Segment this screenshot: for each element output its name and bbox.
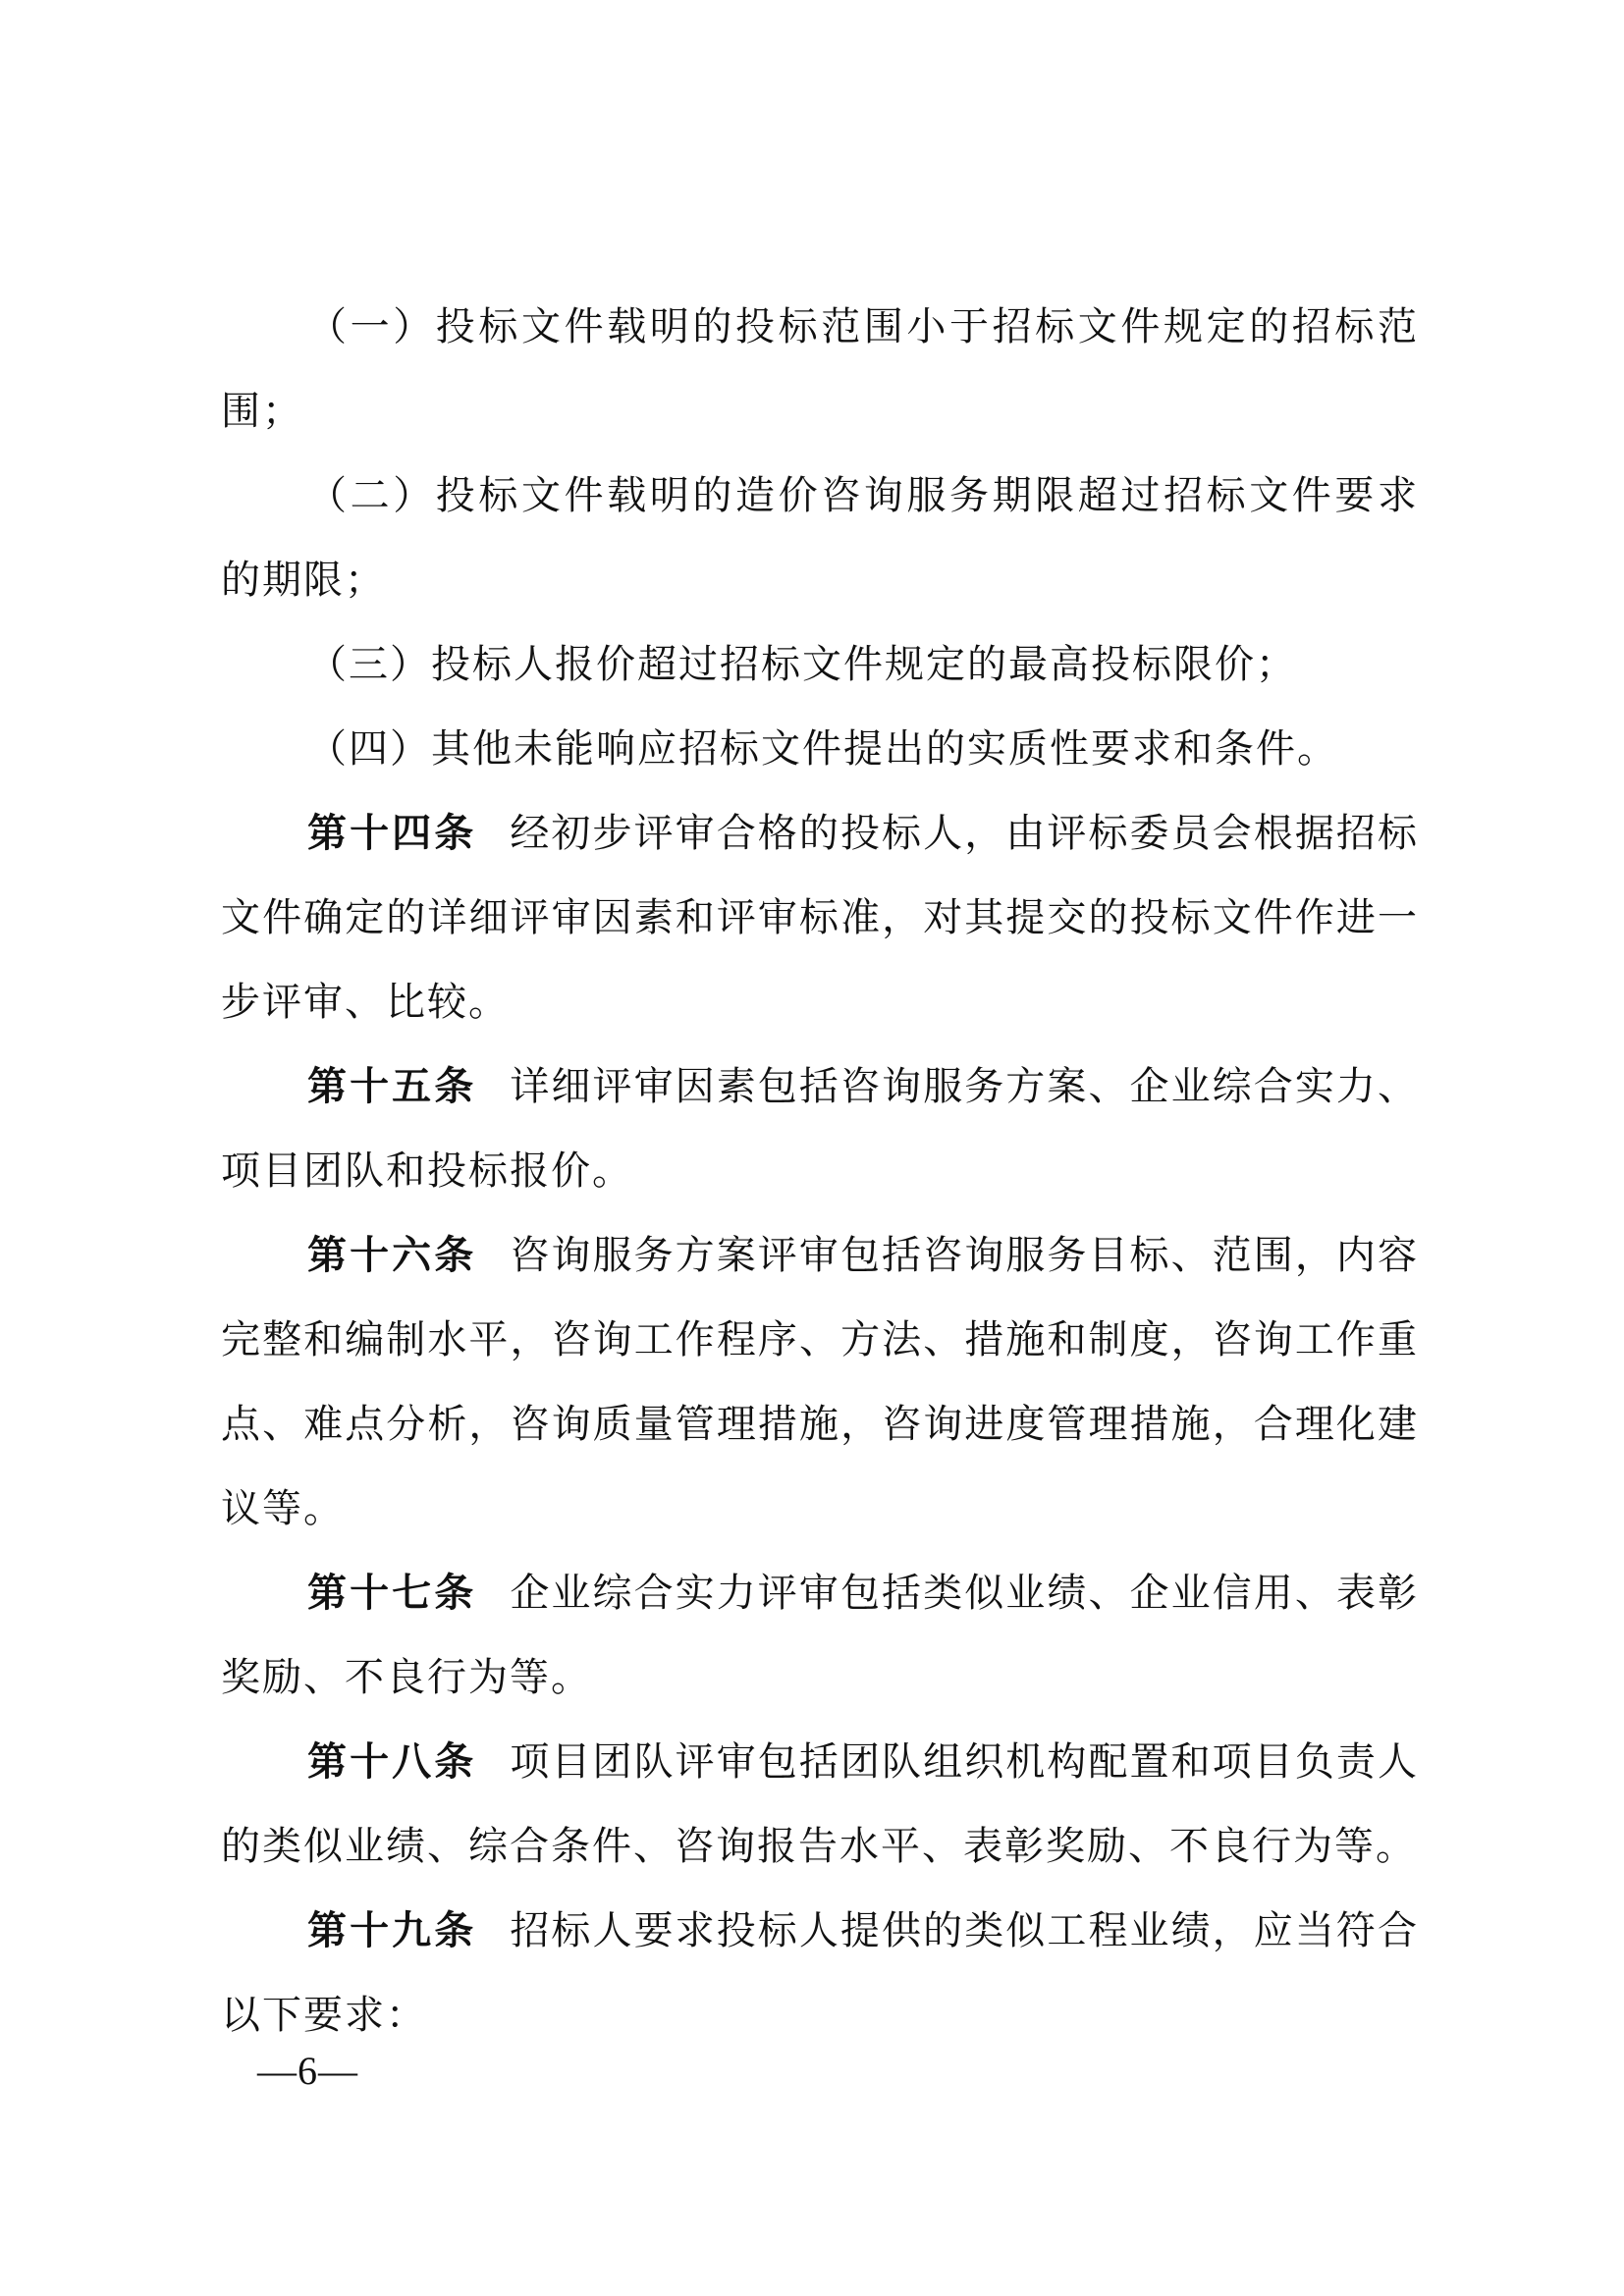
- article-number: 第十六条: [307, 1232, 477, 1278]
- article-text: 咨询服务方案评审包括咨询服务目标、范围，内容完整和编制水平，咨询工作程序、方法、措施和制度，咨询工作重点、难点分析，咨询质量管理措施，咨询进度管理措施，合理化建议等。: [221, 1233, 1420, 1531]
- article-17: [221, 1551, 1419, 1720]
- article-18: [221, 1720, 1419, 1889]
- article-19: [221, 1889, 1419, 2057]
- article-number: 第十四条: [307, 810, 477, 856]
- article-text: 招标人要求投标人提供的类似工程业绩，应当符合以下要求：: [221, 1908, 1420, 2038]
- article-number: 第十七条: [307, 1570, 477, 1616]
- list-item-2: （二）投标文件载明的造价咨询服务期限超过招标文件要求的期限；: [221, 473, 1419, 603]
- article-15: [221, 1044, 1419, 1213]
- article-text: 项目团队评审包括团队组织机构配置和项目负责人的类似业绩、综合条件、咨询报告水平、表彰奖励、不良行为等。: [221, 1739, 1420, 1869]
- article-number: 第十五条: [307, 1063, 477, 1109]
- list-item-1: （一）投标文件载明的投标范围小于招标文件规定的招标范围；: [221, 304, 1419, 434]
- article-14: [221, 791, 1419, 1044]
- article-number: 第十九条: [307, 1907, 477, 1953]
- article-text: 详细评审因素包括咨询服务方案、企业综合实力、项目团队和投标报价。: [221, 1064, 1420, 1194]
- article-text: 经初步评审合格的投标人，由评标委员会根据招标文件确定的详细评审因素和评审标准，对其提交的投标文件作进一步评审、比较。: [221, 811, 1420, 1025]
- page-number: —6—: [257, 2049, 358, 2093]
- list-item-3: （三）投标人报价超过招标文件规定的最高投标限价；: [307, 642, 1297, 687]
- article-text: 企业综合实力评审包括类似业绩、企业信用、表彰奖励、不良行为等。: [221, 1571, 1420, 1700]
- article-number: 第十八条: [307, 1738, 477, 1785]
- document-body: [221, 285, 1419, 2057]
- list-item-4: （四）其他未能响应招标文件提出的实质性要求和条件。: [307, 726, 1338, 772]
- article-16: [221, 1213, 1419, 1551]
